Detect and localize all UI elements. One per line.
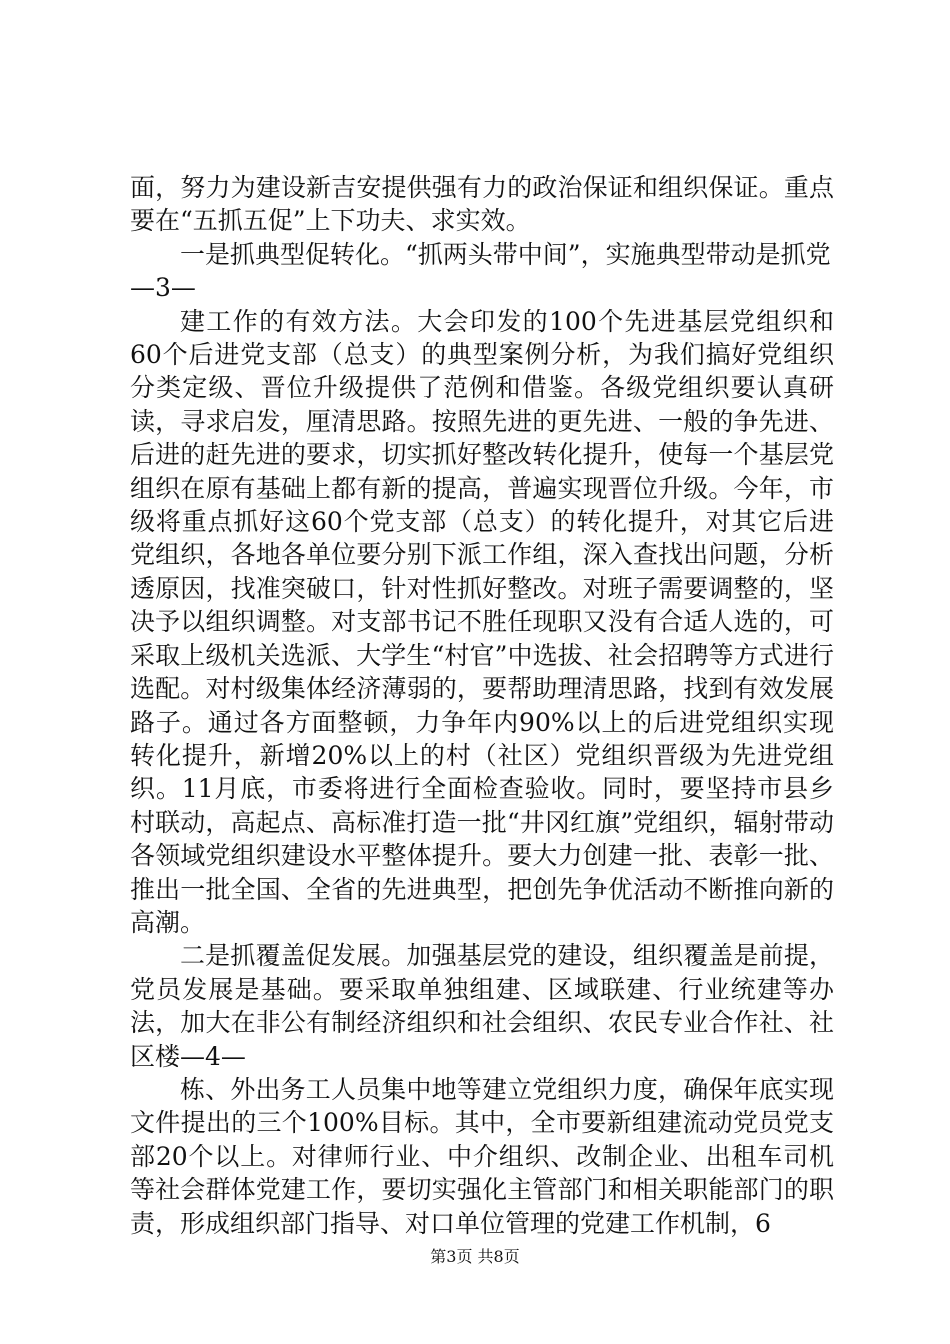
paragraph-coverage-development: 二是抓覆盖促发展。加强基层党的建设，组织覆盖是前提，党员发展是基础。要采取单独组建、区域联建、行业统建等办法，加大在非公有制经济组织和社会组织、农民专业合作社、社区楼—4— [130, 941, 834, 1071]
page-footer: 第3页 共8页 [430, 1247, 520, 1266]
page-marker-3: —3— [130, 273, 196, 303]
paragraph-effective-methods: 建工作的有效方法。大会印发的100个先进基层党组织和60个后进党支部（总支）的典型案例分析，为我们搞好党组织分类定级、晋位升级提供了范例和借鉴。各级党组织要认真研读，寻求启发，厘清思路。按照先进的更先进、一般的争先进、后进的赶先进的要求，切实抓好整改转化提升，使每一个基层党组织在原有基础上都有新的提高，普遍实现晋位升级。今年，市级将重点抓好这60个党支部（总支）的转化提升，对其它后进党组织，各地各单位要分别下派工作组，深入查找出问题，分析透原因，找准突破口，针对性抓好整改。对班子需要调整的，坚决予以组织调整。对支部书记不胜任现职又没有合适人选的，可采取上级机关选派、大学生“村官”中选拔、社会招聘等方式进行选配。对村级集体经济薄弱的，要帮助理清思路，找到有效发展路子。通过各方面整顿，力争年内90%以上的后进党组织实现转化提升，新增20%以上的村（社区）党组织晋级为先进党组织。11月底，市委将进行全面检查验收。同时，要坚持市县乡村联动，高起点、高标准打造一批“井冈红旗”党组织，辐射带动各领域党组织建设水平整体提升。要大力创建一批、表彰一批、推出一批全国、全省的先进典型，把创先争优活动不断推向新的高潮。 [130, 306, 834, 937]
document-body [130, 171, 834, 1240]
paragraph-typical-models: 一是抓典型促转化。“抓两头带中间”，实施典型带动是抓党 [180, 239, 831, 269]
paragraph-continuation: 面，努力为建设新吉安提供强有力的政治保证和组织保证。重点要在“五抓五促”上下功夫、求实效。 [130, 173, 834, 236]
paragraph-party-organization-building: 栋、外出务工人员集中地等建立党组织力度，确保年底实现文件提出的三个100%目标。其中，全市要新组建流动党员党支部20个以上。对律师行业、中介组织、改制企业、出租车司机等社会群体党建工作，要切实强化主管部门和相关职能部门的职责，形成组织部门指导、对口单位管理的党建工作机制，6 [130, 1074, 834, 1238]
